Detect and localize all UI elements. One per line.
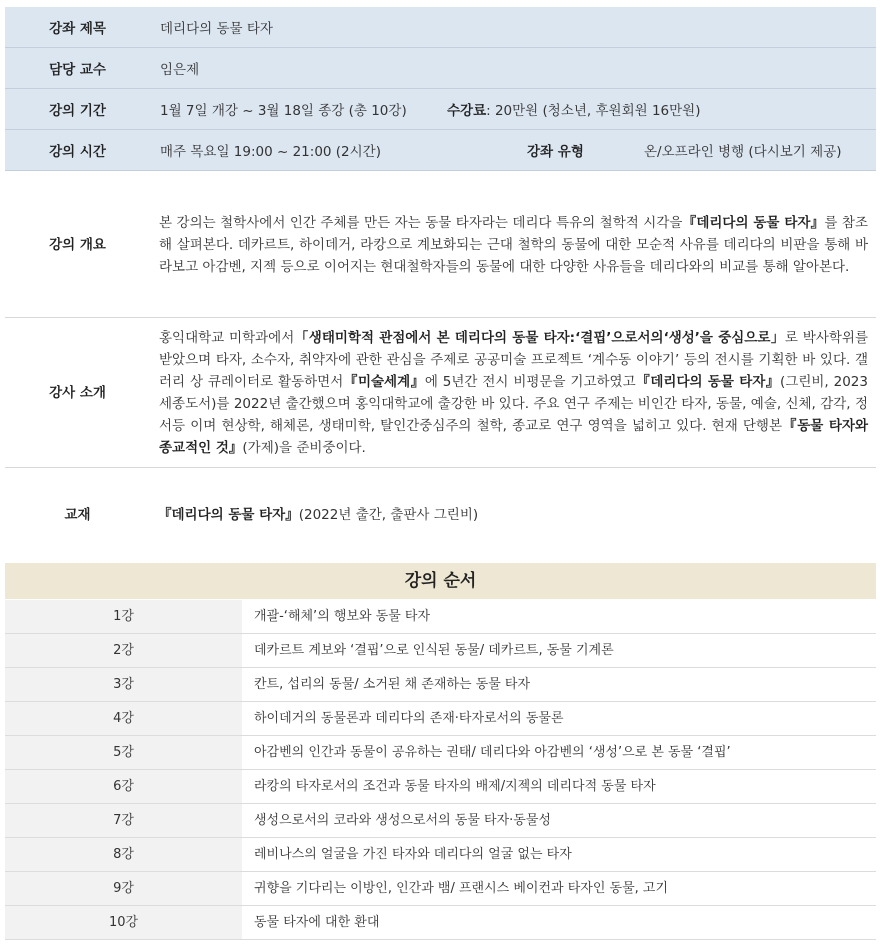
lecture-number: 3강 bbox=[5, 668, 242, 701]
table-row bbox=[5, 702, 876, 736]
instructor-text-part: (그린비, 2023 세종도서)를 2022년 출간했으며 홍익대학교에 출강한 바 있다. 주요 연구 주제는 비인간 타자, 동물, 예술, 신체, 감각, 정서등 이며 현상학, 해체론, 생태미학, 탈인간중심주의 철학, 종교로 연구 영역을 넓히고 있다. 현재 단행본 bbox=[159, 374, 868, 434]
overview-label: 강의 개요 bbox=[49, 237, 106, 253]
dissertation-title: 「생태미학적 관점에서 본 데리다의 동물 타자:‘결핍’으로서의‘생성’을 중심으로」 bbox=[294, 330, 785, 346]
lecture-number: 6강 bbox=[5, 770, 242, 803]
period-label: 강의 기간 bbox=[49, 103, 106, 119]
lecture-topic: 데카르트 계보와 ‘결핍’으로 인식된 동물/ 데카르트, 동물 기계론 bbox=[254, 643, 614, 658]
instructor-label: 강사 소개 bbox=[49, 385, 106, 401]
lecture-topic: 칸트, 섭리의 동물/ 소거된 채 존재하는 동물 타자 bbox=[254, 677, 531, 692]
book-title: 『데리다의 동물 타자』 bbox=[635, 374, 781, 390]
lecture-number: 9강 bbox=[5, 872, 242, 905]
section-divider bbox=[5, 317, 876, 318]
overview-section bbox=[5, 194, 876, 296]
lecture-number: 8강 bbox=[5, 838, 242, 871]
professor-value: 임은제 bbox=[160, 62, 200, 78]
lecture-number: 7강 bbox=[5, 804, 242, 837]
time-label: 강의 시간 bbox=[49, 144, 106, 160]
instructor-section bbox=[5, 325, 876, 461]
lecture-topic: 귀향을 기다리는 이방인, 인간과 뱀/ 프랜시스 베이컨과 타자인 동물, 고기 bbox=[254, 881, 669, 896]
lecture-number: 2강 bbox=[5, 634, 242, 667]
professor-label: 담당 교수 bbox=[49, 62, 106, 78]
info-row-period bbox=[5, 89, 876, 130]
overview-text-part: 본 강의는 철학사에서 인간 주체를 만든 자는 동물 타자라는 데리다 특유의 철학적 시각을 bbox=[159, 215, 683, 231]
lecture-topic: 레비나스의 얼굴을 가진 타자와 데리다의 얼굴 없는 타자 bbox=[254, 847, 572, 862]
type-value: 온/오프라인 병행 (다시보기 제공) bbox=[644, 144, 842, 160]
overview-text bbox=[150, 212, 876, 278]
textbook-section bbox=[5, 502, 876, 528]
lecture-number: 10강 bbox=[5, 906, 242, 939]
lecture-number: 5강 bbox=[5, 736, 242, 769]
section-divider bbox=[5, 467, 876, 468]
table-row bbox=[5, 736, 876, 770]
table-row bbox=[5, 600, 876, 634]
fee-value: : 20만원 (청소년, 후원회원 16만원) bbox=[486, 103, 701, 119]
table-row bbox=[5, 838, 876, 872]
info-row-time bbox=[5, 130, 876, 171]
lecture-topic: 아감벤의 인간과 동물이 공유하는 권태/ 데리다와 아감벤의 ‘생성’으로 본 동물 ‘결핍’ bbox=[254, 745, 731, 760]
table-row bbox=[5, 634, 876, 668]
lecture-number: 1강 bbox=[5, 600, 242, 633]
instructor-text bbox=[150, 327, 876, 459]
lecture-order-heading: 강의 순서 bbox=[5, 563, 876, 599]
instructor-text-part: 홍익대학교 미학과에서 bbox=[159, 330, 295, 346]
info-row-title bbox=[5, 7, 876, 48]
table-row bbox=[5, 872, 876, 906]
type-label: 강좌 유형 bbox=[527, 144, 584, 160]
table-row bbox=[5, 770, 876, 804]
table-row bbox=[5, 668, 876, 702]
textbook-text bbox=[150, 504, 486, 526]
overview-book-title: 『데리다의 동물 타자』 bbox=[682, 215, 825, 231]
table-row bbox=[5, 804, 876, 838]
time-value: 매주 목요일 19:00 ~ 21:00 (2시간) bbox=[160, 144, 381, 160]
textbook-label: 교재 bbox=[64, 507, 91, 523]
course-info-table bbox=[5, 7, 876, 171]
textbook-detail: (2022년 출간, 출판사 그린비) bbox=[298, 507, 479, 523]
fee-label: 수강료 bbox=[447, 103, 487, 119]
lecture-topic: 생성으로서의 코라와 생성으로서의 동물 타자·동물성 bbox=[254, 813, 551, 828]
instructor-text-part: (가제)을 준비중이다. bbox=[242, 440, 366, 456]
magazine-title: 『미술세계』 bbox=[343, 374, 425, 390]
info-row-professor bbox=[5, 48, 876, 89]
title-label: 강좌 제목 bbox=[49, 21, 106, 37]
table-row bbox=[5, 906, 876, 940]
instructor-text-part: 에 5년간 전시 비평문을 기고하였고 bbox=[424, 374, 636, 390]
lecture-number: 4강 bbox=[5, 702, 242, 735]
instructor-text-part: 로 박사학위를 받았으며 타자, 소수자, 취약자에 관한 관심을 주제로 공공미술 프로젝트 ‘계수동 이야기’ 등의 전시를 기획한 바 있다. 갤러리 상 큐레이터로 활동하면서 bbox=[159, 330, 868, 390]
upcoming-book-title: 『동물 타자와 종교적인 것』 bbox=[159, 418, 868, 456]
lecture-topic: 동물 타자에 대한 환대 bbox=[254, 915, 380, 930]
lecture-topic: 라캉의 타자로서의 조건과 동물 타자의 배제/지젝의 데리다적 동물 타자 bbox=[254, 779, 656, 794]
period-value: 1월 7일 개강 ~ 3월 18일 종강 (총 10강) bbox=[160, 103, 407, 119]
textbook-title: 『데리다의 동물 타자』 bbox=[158, 507, 299, 523]
title-value: 데리다의 동물 타자 bbox=[160, 21, 273, 37]
lecture-topic: 개괄-‘해체’의 행보와 동물 타자 bbox=[254, 609, 431, 624]
lecture-topic: 하이데거의 동물론과 데리다의 존재·타자로서의 동물론 bbox=[254, 711, 564, 726]
overview-text-part: 를 참조해 살펴본다. 데카르트, 하이데거, 라캉으로 계보화되는 근대 철학의 동물에 대한 모순적 사유를 데리다의 비판을 통해 바라보고 아감벤, 지젝 등으로 이어지는 현대철학자들의 동물에 대한 다양한 사유들을 데리다와의 비교를 통해 알아본다. bbox=[159, 215, 868, 275]
